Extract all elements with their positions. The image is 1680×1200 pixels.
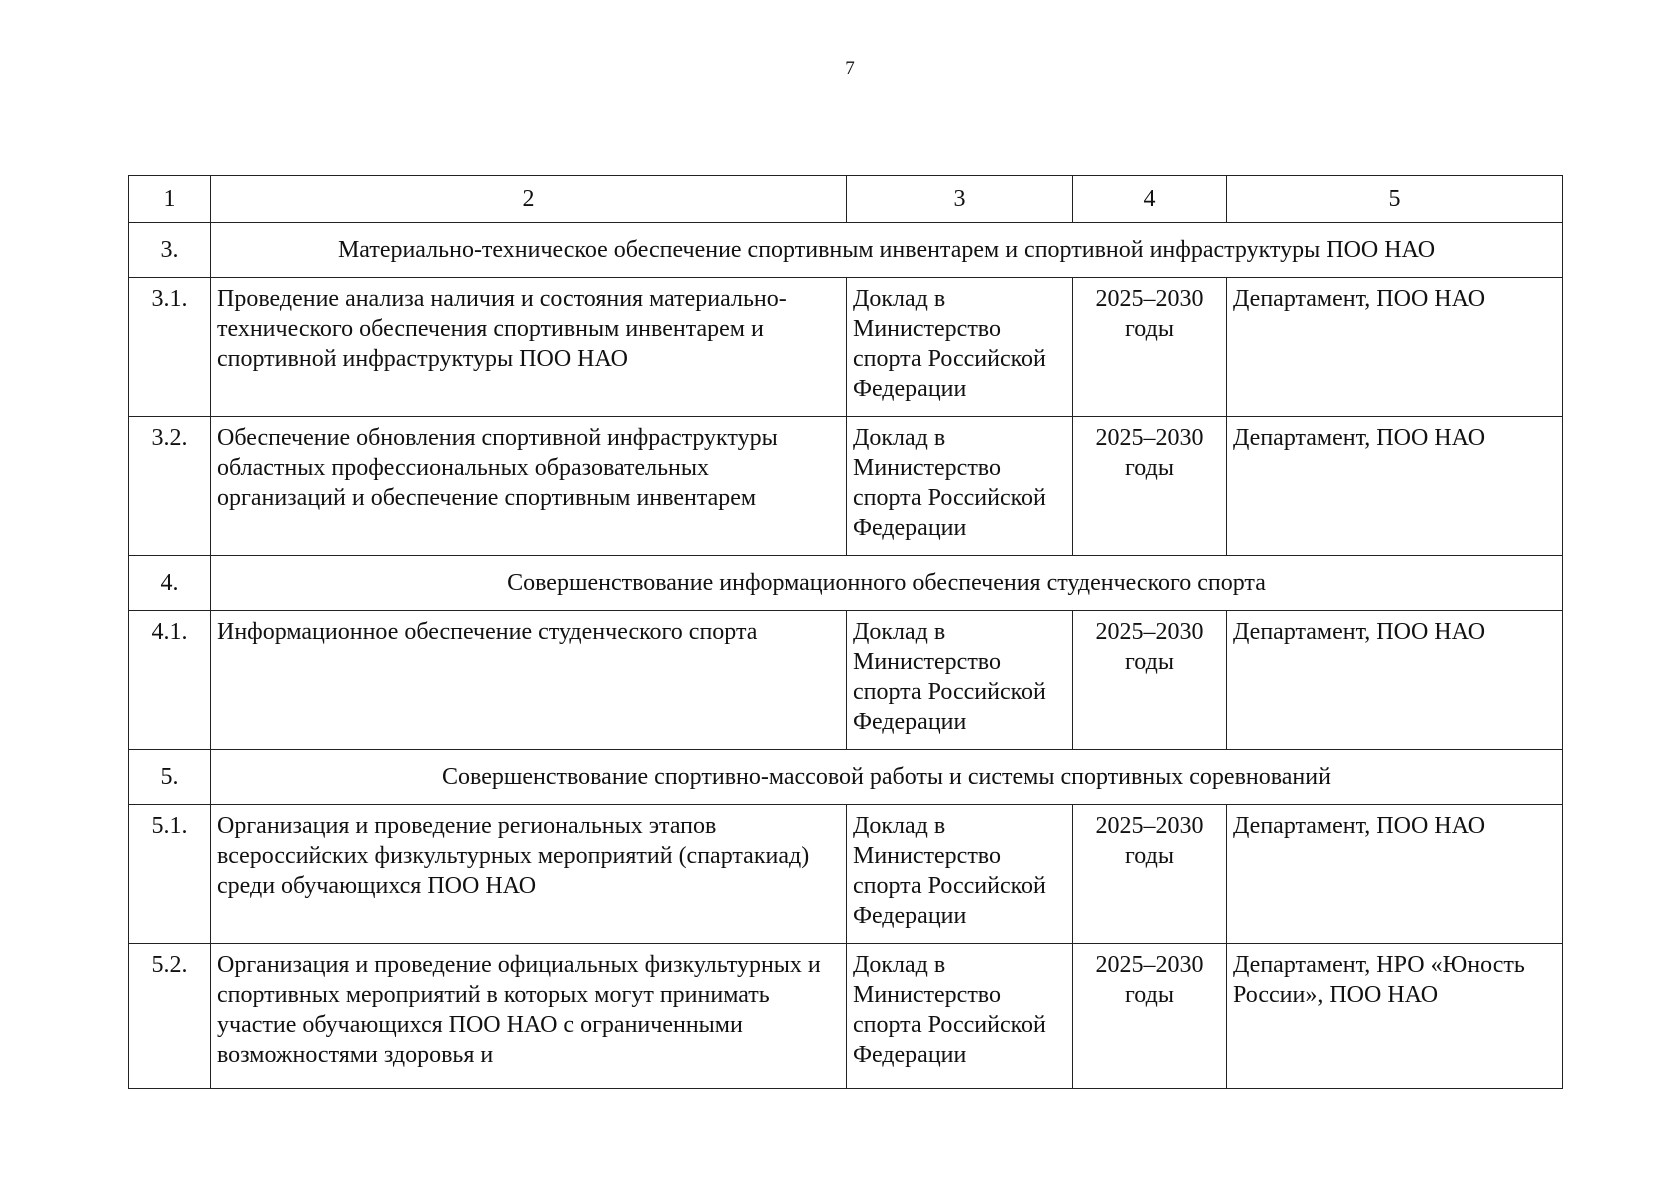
column-number-row — [129, 176, 1563, 223]
section-row — [129, 750, 1563, 805]
period-cell: 2025–2030 годы — [1073, 417, 1227, 556]
period-cell: 2025–2030 годы — [1073, 611, 1227, 750]
activity-cell: Проведение анализа наличия и состояния материально-технического обеспечения спортивным инвентарем и спортивной инфраструктуры ПОО НАО — [211, 278, 847, 417]
executor-cell: Департамент, ПОО НАО — [1227, 417, 1563, 556]
section-title: Совершенствование информационного обеспечения студенческого спорта — [211, 556, 1563, 611]
table-row — [129, 278, 1563, 417]
table-row — [129, 417, 1563, 556]
executor-cell: Департамент, ПОО НАО — [1227, 611, 1563, 750]
table-row — [129, 805, 1563, 944]
result-cell: Доклад в Министерство спорта Российской Федерации — [847, 417, 1073, 556]
executor-cell: Департамент, ПОО НАО — [1227, 278, 1563, 417]
period-cell: 2025–2030 годы — [1073, 944, 1227, 1089]
column-number-1: 1 — [129, 176, 211, 223]
result-cell: Доклад в Министерство спорта Российской Федерации — [847, 611, 1073, 750]
table-row — [129, 611, 1563, 750]
column-number-2: 2 — [211, 176, 847, 223]
item-number: 3.1. — [129, 278, 211, 417]
item-number: 3.2. — [129, 417, 211, 556]
activity-cell: Организация и проведение региональных этапов всероссийских физкультурных мероприятий (спартакиад) среди обучающихся ПОО НАО — [211, 805, 847, 944]
executor-cell: Департамент, ПОО НАО — [1227, 805, 1563, 944]
item-number: 5.2. — [129, 944, 211, 1089]
table-row — [129, 944, 1563, 1089]
activity-cell: Информационное обеспечение студенческого спорта — [211, 611, 847, 750]
result-cell: Доклад в Министерство спорта Российской Федерации — [847, 805, 1073, 944]
section-title: Материально-техническое обеспечение спортивным инвентарем и спортивной инфраструктуры ПОО НАО — [211, 223, 1563, 278]
page-number: 7 — [845, 58, 855, 79]
activity-cell: Обеспечение обновления спортивной инфраструктуры областных профессиональных образовательных организаций и обеспечение спортивным инвентарем — [211, 417, 847, 556]
activity-plan-table — [128, 175, 1563, 1089]
column-number-4: 4 — [1073, 176, 1227, 223]
item-number: 5.1. — [129, 805, 211, 944]
activity-cell: Организация и проведение официальных физкультурных и спортивных мероприятий в которых могут принимать участие обучающихся ПОО НАО с ограниченными возможностями здоровья и — [211, 944, 847, 1089]
period-cell: 2025–2030 годы — [1073, 278, 1227, 417]
section-number: 5. — [129, 750, 211, 805]
result-cell: Доклад в Министерство спорта Российской Федерации — [847, 944, 1073, 1089]
executor-cell: Департамент, НРО «Юность России», ПОО НАО — [1227, 944, 1563, 1089]
period-cell: 2025–2030 годы — [1073, 805, 1227, 944]
section-row — [129, 556, 1563, 611]
column-number-5: 5 — [1227, 176, 1563, 223]
result-cell: Доклад в Министерство спорта Российской Федерации — [847, 278, 1073, 417]
section-title: Совершенствование спортивно-массовой работы и системы спортивных соревнований — [211, 750, 1563, 805]
column-number-3: 3 — [847, 176, 1073, 223]
section-number: 3. — [129, 223, 211, 278]
section-row — [129, 223, 1563, 278]
item-number: 4.1. — [129, 611, 211, 750]
section-number: 4. — [129, 556, 211, 611]
